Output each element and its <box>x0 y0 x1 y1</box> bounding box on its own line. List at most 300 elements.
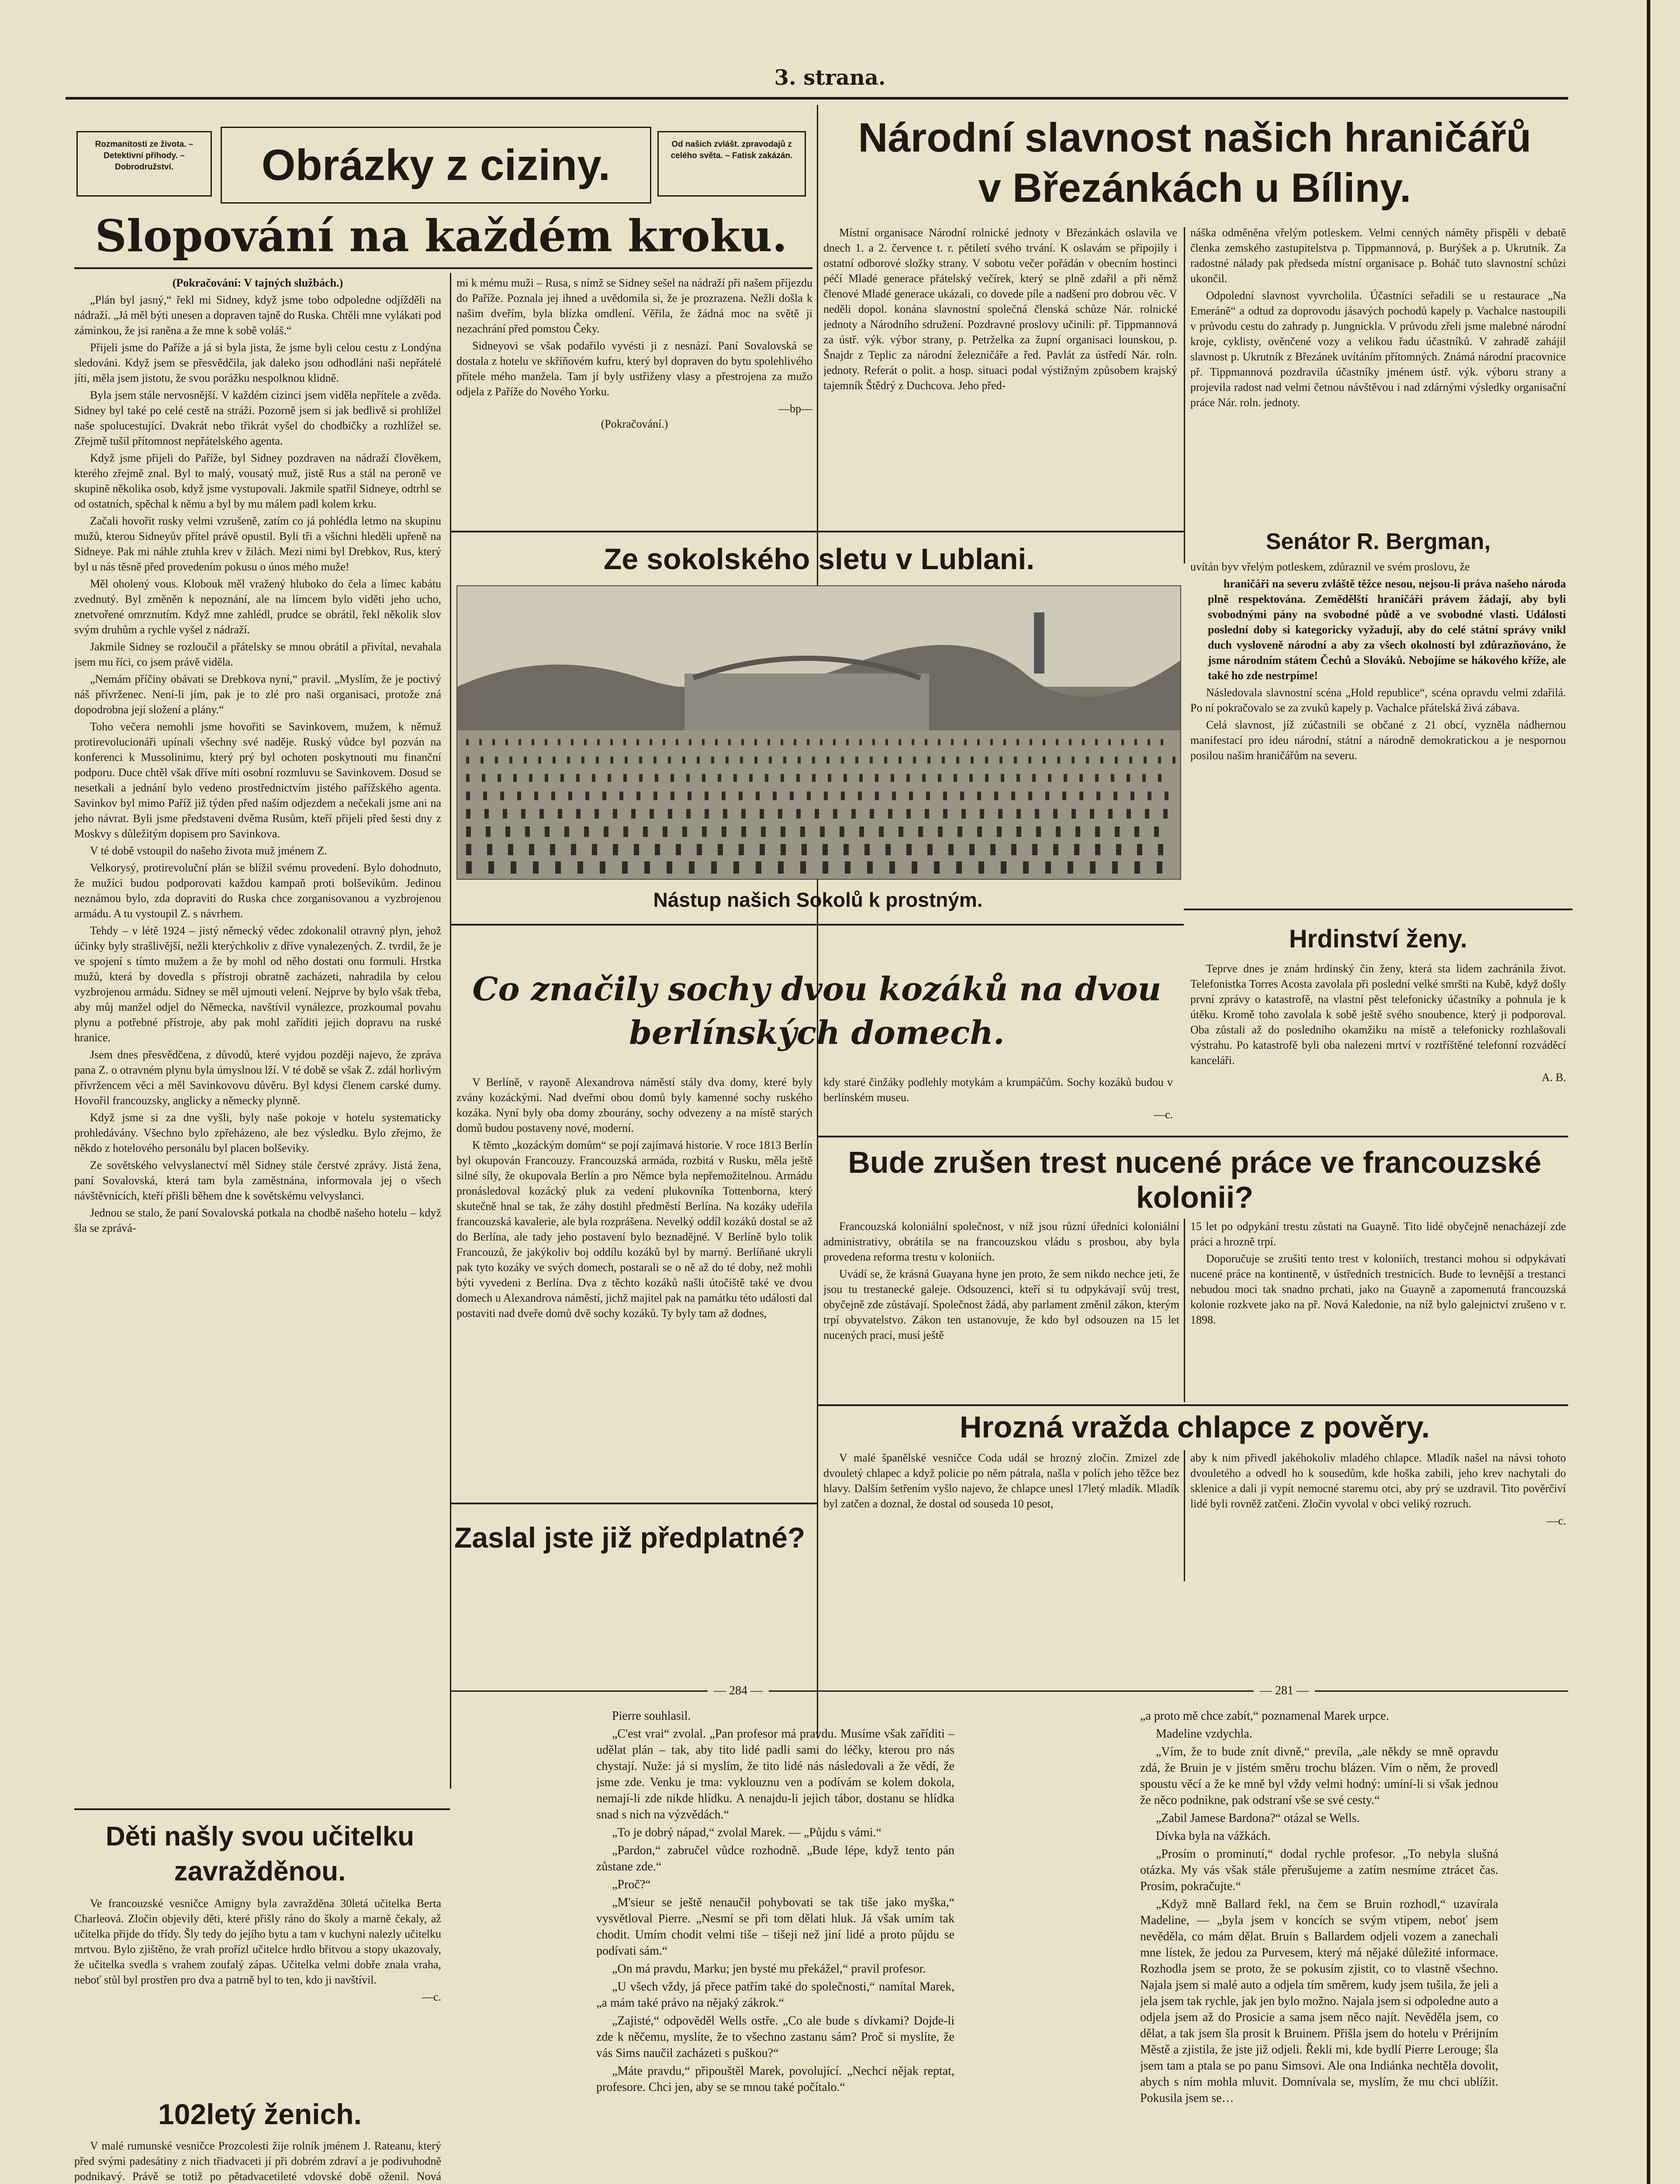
gymnast-figure <box>864 844 870 855</box>
paragraph: Toho večera nemohli jsme hovořiti se Savinkovem, mužem, k němuž protirevolucionáři upínali všechny své naděje. Ruský vůdce byl pozván na konferenci k Mussolinimu, který prý byl ochoten poskytnouti mu finanční podporu. Duce chtěl však dříve míti osobní rozmluvu se Savinkovem. Dosud se nesetkali a jednání bylo vedeno prostřednictvím jistého pařížského agenta. Savinkov byl mimo Paříž již týden před naším odjezdem a nečekali jsme ani na jeho návrat. Byli jsme představeni dvěma Rusům, kteří přijeli před šesti dny z Moskvy s důležitým dopisem pro Savinkova. <box>74 720 441 840</box>
gymnast-figure <box>1142 774 1146 782</box>
narodni-col1 <box>823 225 1177 526</box>
gymnast-figure <box>1028 757 1031 764</box>
gymnast-figure <box>739 844 744 855</box>
gymnast-figure <box>509 757 512 764</box>
gymnast-figure <box>875 774 878 782</box>
gymnast-figure <box>767 739 770 745</box>
gymnast-figure <box>466 739 469 745</box>
vrazda-col1 <box>823 1450 1179 1586</box>
gymnast-figure <box>466 861 472 874</box>
gymnast-figure <box>943 809 947 819</box>
gymnast-figure <box>697 757 700 764</box>
trest-col1 <box>823 1219 1179 1406</box>
gymnast-figure <box>899 826 903 837</box>
gymnast-figure <box>639 774 643 782</box>
gymnast-figure <box>702 826 707 837</box>
gymnast-figure <box>739 791 743 800</box>
paragraph: Dívka byla na vážkách. <box>1156 1829 1271 1843</box>
gymnast-figure <box>466 757 469 764</box>
gymnast-figure <box>636 739 639 745</box>
senator-title: Senátor R. Bergman, <box>1265 529 1491 554</box>
paragraph: Odpolední slavnost vyvrcholila. Účastníci seřadili se u restaurace „Na Emeráně“ a odtud za doprovodu jásavých pochodů kapely p. Vachalce nastoupili v průvodu cestu do zahrady p. Jungnickla. V průvodu zřeli jsme malebné národní kroje, cyklisty, ověnčené vozy a velikou řadu účastníků. V zahradě zahájil slavnost p. Ukrutník z Březánek uvítáním přítomných. Známá národní pracovnice př. Tippmannová pozdravila účastníky jménem ústř. výk. výboru strany a projevila radost nad velmi četnou návštěvou i nad zdárnými výsledky organisační práce Nár. roln. jednoty. <box>1190 289 1566 409</box>
gymnast-figure <box>872 739 875 745</box>
kozaci-rule <box>450 924 1184 926</box>
gymnast-figure <box>636 791 640 800</box>
gymnast-figure <box>622 861 628 874</box>
gymnast-figure <box>985 774 989 782</box>
gymnast-figure <box>912 861 917 874</box>
paragraph: Jakmile Sidney se rozloučil a přátelsky se mnou obrátil a přivítal, nevahala jsem mu říci, co jsem právě viděla. <box>74 640 441 668</box>
gymnast-figure <box>884 757 887 764</box>
gymnast-figure <box>1016 826 1021 837</box>
gymnast-figure <box>555 861 561 874</box>
gymnast-figure <box>1112 861 1118 874</box>
gymnast-figure <box>765 774 768 782</box>
gymnast-figure <box>781 774 784 782</box>
vrazda-sign: —c. <box>1546 1514 1566 1527</box>
page-number: 3. strana. <box>774 66 886 90</box>
hrdinstvi-text <box>1190 961 1566 1131</box>
gymnast-figure <box>925 809 929 819</box>
paragraph: V malé španělské vesničce Coda udál se hrozný zločin. Zmizel zde dvouletý chlapec a když policie po něm pátrala, našla v polích jeho těžce bez hlavy. Dalším šetřením vyšlo najevo, že chlapce unesl 17letý mladík. Mladík byl zatčen a doznal, že dostal od souseda 10 pesot, <box>823 1451 1179 1510</box>
paragraph: „Proč?“ <box>612 1878 651 1891</box>
gymnast-figure <box>584 739 587 745</box>
gymnast-figure <box>906 774 910 782</box>
gymnast-figure <box>960 791 964 800</box>
gymnast-figure <box>925 739 927 745</box>
gymnast-figure <box>756 791 760 800</box>
gymnast-figure <box>533 861 539 874</box>
kozaci-col2 <box>823 1075 1173 1127</box>
gymnast-figure <box>1057 757 1060 764</box>
gymnast-figure <box>938 774 941 782</box>
hrdinstvi-sign: A. B. <box>1542 1071 1566 1084</box>
gymnast-figure <box>807 791 811 800</box>
gymnast-figure <box>843 844 849 855</box>
gymnast-figure <box>1115 826 1120 837</box>
deti-rule <box>74 1808 450 1810</box>
gymnast-figure <box>781 844 786 855</box>
gymnast-figure <box>1095 826 1100 837</box>
novel-left-page: — 284 — <box>708 1684 769 1698</box>
zenich-title: 102letý ženich. <box>158 2098 362 2130</box>
gymnast-figure <box>1035 809 1039 819</box>
gymnast-figure <box>564 826 569 837</box>
gymnast-figure <box>906 809 911 819</box>
gymnast-figure <box>1001 774 1004 782</box>
gymnast-figure <box>761 826 766 837</box>
gymnast-figure <box>1145 809 1149 819</box>
gymnast-figure <box>1079 791 1083 800</box>
gymnast-figure <box>948 844 954 855</box>
gymnast-figure <box>1127 809 1131 819</box>
paragraph: „C'est vrai“ zvolal. „Pan profesor má pravdu. Musíme však zaříditi – udělat plán – tak, aby tito lidé padli sami do léčky, kterou pro nás chystají. Nuže: já si myslím, že tito lidé nás následovali a že vědí, že jsme zde. Venku je tma: vyklouznu ven a podívám se kolem dokola, nemají-li zde nikde hlídku. A nenajdu-li jejich tábor, dostanu se hlídka snad s nich na výzvědách.“ <box>596 1727 954 1821</box>
paragraph: Teprve dnes je znám hrdinský čin ženy, která sta lidem zachránila život. Telefonistka Torres Acosta zavolala při poslední velké smršti na Kubě, když došly první zprávy o katastrofě, na vlastní pěst telefonicky účastníky a pohnula je k útěku. Kromě toho zavolala k sobě ještě svého snoubence, který ji podporoval. Oba zůstali až do posledního okamžiku na místě a telefonicky rozhlašovali výstrahu. Po katastrofě byli oba nalezeni mrtví v roztříštěné telefonní rozváděcí kanceláři. <box>1190 962 1566 1067</box>
paragraph: Následovala slavnostní scéna „Hold republice“, scéna opravdu velmi zdařilá. Po ní pokračovalo se za zvuků kapely p. Vachalce přátelská živá zábava. <box>1190 686 1566 714</box>
gymnast-figure <box>604 826 608 837</box>
gymnast-figure <box>790 791 794 800</box>
gymnast-figure <box>841 757 844 764</box>
gymnast-figure <box>571 739 574 745</box>
gymnast-figure <box>1030 739 1032 745</box>
gymnast-figure <box>906 844 912 855</box>
sokol-rule-top <box>450 531 1184 532</box>
gymnast-figure <box>643 826 648 837</box>
trest-column-rule <box>1184 1219 1185 1402</box>
hrdinstvi-rule <box>1184 909 1573 910</box>
gymnast-figure <box>505 826 510 837</box>
gymnast-figure <box>875 791 879 800</box>
gymnast-figure <box>487 844 492 855</box>
gymnast-figure <box>596 757 599 764</box>
gymnast-figure <box>1115 757 1118 764</box>
gymnast-figure <box>1043 757 1046 764</box>
paragraph: „On má pravdu, Marku; jen bysté mu překážel,“ pravil profesor. <box>612 1962 926 1976</box>
paragraph: 15 let po odpykání trestu zůstati na Guayně. Tito lidé obyčejně nenacházejí zde práci a hrozně trpí. <box>1190 1220 1566 1248</box>
gymnast-figure <box>539 809 544 819</box>
gymnast-figure <box>534 791 538 800</box>
sokol-caption: Nástup našich Sokolů k prostným. <box>653 888 983 911</box>
gymnast-figure <box>1116 844 1121 855</box>
stopovani-sign: —bp— <box>778 402 812 415</box>
gymnast-figure <box>1056 826 1061 837</box>
paragraph: „To je dobrý nápad,“ zvolal Marek. — „Půjdu s vámi.“ <box>612 1826 881 1839</box>
gymnast-figure <box>1158 774 1161 782</box>
gymnast-figure <box>1172 757 1175 764</box>
deti-title-1: Děti našly svou učitelku <box>105 1821 415 1852</box>
gymnast-figure <box>958 826 962 837</box>
gymnast-figure <box>567 757 570 764</box>
gymnast-figure <box>466 844 471 855</box>
paragraph: Jednou se stalo, že paní Sovalovská potkala na chodbě našeho hotelu – když šla se zprává- <box>74 1206 441 1234</box>
gymnast-figure <box>1032 774 1036 782</box>
gymnast-figure <box>927 844 933 855</box>
trest-col2 <box>1190 1219 1566 1406</box>
gymnast-figure <box>521 809 525 819</box>
sokol-photo-scene <box>457 586 1180 879</box>
gymnast-figure <box>668 757 671 764</box>
deti-sign: —c. <box>422 1990 441 2003</box>
stopovani-continuation: (Pokračování: V tajných službách.) <box>172 276 343 289</box>
senator-quote: hraničáři na severu zvláště těžce nesou, nejsou-li práva našeho národa plně respektována. Zemědělští hraničáři právem žádají, aby byli svobodnými pány na svobodné půdě a ve svobodné vlasti. Události poslední doby si kategoricky vyžadují, aby do celé státní správy vnikl duch vysloveně národní a aby za všech okolností byl zdůrazňováno, že jsme národním státem Čechů a Slováků. Nebojíme se hákového kříže, ale také ho zde nestrpíme! <box>1208 577 1566 682</box>
gymnast-figure <box>597 739 600 745</box>
gymnast-figure <box>1053 809 1058 819</box>
gymnast-figure <box>845 861 850 874</box>
gymnast-figure <box>1069 739 1072 745</box>
paragraph: aby k nim přivedl jakéhokoliv mladého chlapce. Mladík našel na návsi tohoto dvouletého a odvedl ho k sousedům, kde hoška zabili, jeho krev nachytali do sklenice a dali ji vypít nemocné staremu otci, aby prý se uzdravil. Tito pověrčiví lidé byli rovněž zatčeni. Zločin vyvolal v obci veliký rozruch. <box>1190 1451 1566 1510</box>
gymnast-figure <box>623 739 626 745</box>
gymnast-figure <box>525 826 530 837</box>
gymnast-figure <box>823 844 828 855</box>
gymnast-figure <box>1003 739 1006 745</box>
paragraph: Pierre souhlasil. <box>612 1709 691 1723</box>
gymnast-figure <box>969 774 973 782</box>
gymnast-figure <box>1075 826 1080 837</box>
gymnast-figure <box>711 861 717 874</box>
gymnast-figure <box>663 739 665 745</box>
gymnast-figure <box>723 809 727 819</box>
gymnast-figure <box>833 739 836 745</box>
gymnast-figure <box>956 861 962 874</box>
gymnast-figure <box>702 739 705 745</box>
gymnast-figure <box>870 757 873 764</box>
paragraph: Když jsme si za dne vyšli, byly naše pokoje v hotelu systematicky prohledávány. Všechno bylo zpřeházeno, ale bez výsledku. Bylo zřejmo, že někdo z hotelového personálu byl placen bolševiky. <box>74 1111 441 1154</box>
paragraph: Ze sovětského velvyslanectví měl Sidney stále čerstvé zprávy. Jistá žena, paní Sovalovská, která tam byla zaměstnána, informovala jej o všech návštěvnících, kteří přišli během dne k sovětskému velvyslanci. <box>74 1159 441 1202</box>
gymnast-figure <box>749 774 753 782</box>
gymnast-figure <box>500 791 504 800</box>
gymnast-figure <box>592 774 595 782</box>
senator-text <box>1190 559 1566 900</box>
paragraph: Tehdy – v létě 1924 – jistý německý vědec zdokonalil otravný plyn, jehož účinky byly strašlivější, nežli kterýchkoliv z dříve vynalezených. Z. tvrdil, že je ve spojení s tímto mužem a že by mohl od něho dostati onu formuli. Hrstka mužů, která by dovedla s přístroji obratně zacházeti, nahradila by celou vyzbrojenou armádu. Sidney se měl ujmouti velení. Nejprve by bylo však třeba, aby můj manžel odjel do Německa, navštívil vynálezce, prozkoumal povahu plynu a potřebné přístroje, aby pak mohl zaříditi jejich dopravu na ruské hranice. <box>74 924 441 1044</box>
paragraph: Byla jsem stále nervosnější. V každém cizinci jsem viděla nepřítele a zvěda. Sidney byl také po celé cestě na stráži. Pozorně jsem si jak bedlivě si prohlížel naše spolucestující. Dvakrát nebo třikrát vyšel do chodbičky a rozhlížel se. Zřejmě tušil přítomnost nepřátelského agenta. <box>74 389 441 447</box>
gymnast-figure <box>718 774 721 782</box>
gymnast-figure <box>867 861 873 874</box>
gymnast-figure <box>796 774 800 782</box>
gymnast-figure <box>1163 809 1168 819</box>
gymnast-figure <box>922 774 926 782</box>
gymnast-figure <box>800 861 806 874</box>
paragraph: Místní organisace Národní rolnické jednoty v Březánkách oslavila ve dnech 1. a 2. července t. r. pětiletí svého trvání. K oslavám se připojily i ostatní odborové složky strany. V sobotu večer pořádán v obecním hostinci péčí Mladé generace přátelský večírek, který se plně zdařil a při němž členové Mladé generace ukázali, co dovede píle a nadšení pro dobrou věc. V neděli dopol. konána slavnostní společná členská schůze Nár. rolnické jednoty a Národního sdružení. Pozdravné proslovy učinili: př. Tippmannová za ústř. výk. výbor strany, p. Petrželka za župní organisaci lounskou, p. Šnajdr z Teplic za národní železničáře a řed. Pavlát za ústředí Nár. roln. jednoty. Referát o polit. a hosp. situaci podal výstižným způsobem krajský tajemník Štědrý z Duchcova. Jeho před- <box>823 226 1177 392</box>
paragraph: Přijeli jsme do Paříže a já si byla jista, že jsme byli celou cestu z Londýna sledováni. Když jsem se přesvědčila, jak daleko jsou odhodláni naši nepřátelé jíti, měla jsem jistotu, že svou porážku nespolknou klidně. <box>74 341 441 384</box>
gymnast-figure <box>1016 809 1021 819</box>
gymnast-figure <box>826 757 830 764</box>
gymnast-figure <box>1130 791 1134 800</box>
zenich-text <box>74 2138 441 2184</box>
paragraph: „Nemám příčiny obávati se Drebkova nyní,“ pravil. „Myslím, že je poctivý náš přívrženec. Není-li jím, pak je to zlé pro naši organisaci, protože zná dopodrobna její složení a plány.“ <box>74 673 441 716</box>
zaslal-text: Zaslal jste již předplatné? <box>454 1521 805 1554</box>
gymnast-figure <box>1036 826 1041 837</box>
gymnast-figure <box>833 809 837 819</box>
gymnast-figure <box>623 826 628 837</box>
gymnast-figure <box>1127 774 1130 782</box>
paragraph: V Berlíně, v rayoně Alexandrova náměstí stály dva domy, které byly zvány kozáckými. Nad dveřmi obou domů byly kamenné sochy ruského kozáka. Nyní byly oba domy zbourány, sochy odvezeny a na místě starých domů budou postaveny nové, moderní. <box>456 1076 812 1134</box>
gymnast-figure <box>977 826 982 837</box>
novel-rule <box>450 1690 1568 1692</box>
gymnast-figure <box>550 844 555 855</box>
gymnast-figure <box>778 809 782 819</box>
novel-right-column <box>1140 1708 1498 2184</box>
deti-title-2: zavražděnou. <box>174 1856 346 1887</box>
gymnast-figure <box>508 844 513 855</box>
gymnast-figure <box>568 791 572 800</box>
gymnast-figure <box>1158 844 1163 855</box>
paragraph: kdy staré činžáky podlehly motykám a krumpáčům. Sochy kozáků budou v berlínském museu. <box>823 1076 1173 1104</box>
gymnast-figure <box>466 809 470 819</box>
gymnast-figure <box>1161 739 1163 745</box>
paragraph: mi k mému muži – Rusa, s nímž se Sidney sešel na nádraží při našem příjezdu do Paříže. Poznala jej ihned a uvědomila si, že je prozrazena. Nežli došla k našim dveřím, byla blízka omdlení. Věřila, že žádná moc na světě ji nezachrání před pomstou Čeky. <box>456 276 812 335</box>
gymnast-figure <box>1158 757 1161 764</box>
gymnast-figure <box>653 791 657 800</box>
gymnast-figure <box>492 739 495 745</box>
gymnast-figure <box>815 809 819 819</box>
page-edge-right <box>1647 0 1650 2184</box>
gymnast-figure <box>1011 791 1015 800</box>
gymnast-figure <box>885 739 888 745</box>
gymnast-figure <box>760 844 765 855</box>
gymnast-figure <box>610 739 613 745</box>
gymnast-figure <box>1096 791 1100 800</box>
gymnast-figure <box>479 739 482 745</box>
gymnast-figure <box>1129 757 1132 764</box>
gymnast-figure <box>990 739 993 745</box>
gymnast-figure <box>488 861 494 874</box>
rubric-right-box: Od našich zvlášt. zpravodajů z celého světa. – Fatisk zakázán. <box>657 131 806 197</box>
deti-text <box>74 1896 441 2079</box>
gymnast-figure <box>517 791 521 800</box>
gymnast-figure <box>1134 861 1140 874</box>
gymnast-figure <box>820 826 825 837</box>
gymnast-figure <box>538 757 541 764</box>
gymnast-figure <box>1144 757 1147 764</box>
gymnast-figure <box>858 791 862 800</box>
gymnast-figure <box>682 826 687 837</box>
gymnast-figure <box>513 774 517 782</box>
kozaci-title-1: Co značily sochy dvou kozáků na dvou <box>472 971 1161 1008</box>
gymnast-figure <box>524 757 527 764</box>
gymnast-figure <box>1028 791 1032 800</box>
gymnast-figure <box>781 739 783 745</box>
gymnast-figure <box>956 757 959 764</box>
gymnast-figure <box>676 739 678 745</box>
gymnast-figure <box>486 826 491 837</box>
gymnast-figure <box>558 809 562 819</box>
gymnast-figure <box>1090 861 1096 874</box>
paragraph: Uvádí se, že krásná Guayana hyne jen proto, že sem nikdo nechce jeti, že jsou tu trestanecké galeje. Odsouzenci, kteří si tu odpykávají svůj trest, obyčejně zde zůstávají. Společnost žádá, aby parlament změnil zákon, kterým trpí obyvatelstvo. Zákon ten ustanovuje, že kdo byl odsouzen na 15 let nucených prací, musí ještě <box>823 1268 1179 1341</box>
gymnast-figure <box>1134 826 1139 837</box>
gymnast-figure <box>702 774 705 782</box>
stopovani-col1 <box>74 275 441 1773</box>
gymnast-figure <box>1016 739 1019 745</box>
gymnast-figure <box>480 757 484 764</box>
gymnast-figure <box>623 774 627 782</box>
gymnast-figure <box>1079 774 1083 782</box>
paragraph: Celá slavnost, jíž zúčastnili se občané z 21 obcí, vyzněla nádhernou manifestací pro ideu národní, státní a národně demokratickou a je nespornou posilou našim hraničářům na severu. <box>1190 719 1566 762</box>
gymnast-figure <box>885 844 891 855</box>
gymnast-figure <box>610 757 613 764</box>
gymnast-figure <box>1108 739 1111 745</box>
paragraph: V malé rumunské vesničce Prozcolesti žije rolník jménem J. Rateanu, který před svými padesátiny z nich třiadvaceti jí při dobrém zdraví a je podivuhodně podnikavý. Právě se totiž po pětadvacetileté vdovské době oženil. Nová <box>74 2139 441 2183</box>
paragraph: náška odměněna vřelým potleskem. Velmi cenných náměty přispěli v debatě členka zemského zastupitelstva p. Tippmannová, p. Burýšek a p. Ukrutník. Za radostné nálady pak předseda místní organisace p. Boháč tuto slavnostní schůzi ukončil. <box>1190 226 1566 285</box>
gymnast-figure <box>1090 809 1094 819</box>
gymnast-figure <box>619 791 623 800</box>
gymnast-figure <box>689 861 695 874</box>
narodni-title-1: Národní slavnost našich hraničářů <box>858 114 1531 160</box>
gymnast-figure <box>773 791 777 800</box>
paragraph: Doporučuje se zrušiti tento trest v koloniích, trestanci mohou si odpykávati nucené práce na kontinentě, v ústředních trestnicích. Bude to levnější a trestanci nebudou moci tak snadno prchati, jako na Guayně a zapomenutá francouzská kolonie rozkvete jako na př. Nová Kaledonie, na níž bylo galejnictví zrušeno v r. 1898. <box>1190 1252 1566 1326</box>
gymnast-figure <box>781 826 785 837</box>
gymnast-figure <box>840 826 844 837</box>
gymnast-figure <box>498 774 501 782</box>
gymnast-figure <box>943 791 947 800</box>
gymnast-figure <box>625 757 628 764</box>
gymnast-figure <box>505 739 508 745</box>
gymnast-figure <box>1068 861 1073 874</box>
gymnast-figure <box>1095 844 1100 855</box>
gymnast-figure <box>663 826 667 837</box>
gymnast-figure <box>859 826 864 837</box>
gymnast-figure <box>466 791 470 800</box>
column-rule-2 <box>817 105 818 1738</box>
gymnast-figure <box>484 809 489 819</box>
gymnast-figure <box>802 844 807 855</box>
paragraph: Ve francouzské vesničce Amigny byla zavražděna 30letá učitelka Berta Charleová. Zločin objevily děti, které přišly ráno do školy a marně čekaly, až učitelka přijde do třídy. Šly tedy do jejího bytu a tam v kuchyni nalezly učitelku mrtvou. Bylo zjištěno, že vrah prořízl učitelce hrdlo břitvou a stopy ukazovaly, že učitelka svedla s vrahem zoufalý zápas. Učitelka velmi dobře znala vraha, neboť stůl byl prostřen pro dva a patrně byl to ten, kdo ji navštívil. <box>74 1897 441 1986</box>
gymnast-figure <box>1100 757 1103 764</box>
gymnast-figure <box>576 809 581 819</box>
gymnast-figure <box>545 826 550 837</box>
paragraph: „Prosím o prominutí,“ dodal rychle profesor. „To nebyla slušná otázka. My vás však stále přerušujeme a zatím nesmíme ztrácet čas. Prosím, pokračujte.“ <box>1140 1847 1498 1893</box>
gymnast-figure <box>560 774 564 782</box>
gymnast-figure <box>571 844 576 855</box>
gymnast-figure <box>655 844 660 855</box>
stopovani-rule <box>74 267 812 269</box>
gymnast-figure <box>998 809 1002 819</box>
paragraph: „a proto mě chce zabít,“ poznamenal Marek urpce. <box>1140 1709 1389 1723</box>
paragraph: uvítán byv vřelým potleskem, zdůraznil ve svém proslovu, že <box>1190 560 1470 573</box>
gymnast-figure <box>951 739 954 745</box>
stopovani-col2 <box>456 275 812 524</box>
gymnast-figure <box>529 844 534 855</box>
gymnast-figure <box>631 809 636 819</box>
gymnast-figure <box>1154 826 1159 837</box>
gymnast-figure <box>954 774 957 782</box>
gymnast-figure <box>934 861 940 874</box>
paragraph: „Pardon,“ zabručel vůdce rozhodně. „Bude lépe, když tento pán zůstane zde.“ <box>596 1844 954 1873</box>
gymnast-figure <box>639 757 642 764</box>
gymnast-figure <box>990 844 996 855</box>
gymnast-figure <box>576 774 580 782</box>
gymnast-figure <box>592 844 597 855</box>
gymnast-figure <box>602 791 606 800</box>
gymnast-figure <box>997 826 1002 837</box>
gymnast-figure <box>466 826 471 837</box>
gymnast-figure <box>942 757 945 764</box>
gymnast-figure <box>686 774 690 782</box>
gymnast-figure <box>584 826 589 837</box>
paragraph: „Zajisté,“ odpověděl Wells ostře. „Co ale bude s dívkami? Dojde-li zde k něčemu, myslíte, že to všechno zastanu sám? Proč si myslíte, že vás Sims naučil zacházeti s puškou?“ <box>596 2014 954 2060</box>
gymnast-figure <box>718 844 723 855</box>
vrazda-rule <box>817 1404 1568 1406</box>
gymnast-figure <box>1062 791 1066 800</box>
gymnast-figure <box>634 844 639 855</box>
gymnast-figure <box>899 757 902 764</box>
gymnast-figure <box>545 774 548 782</box>
gymnast-figure <box>1095 774 1099 782</box>
gymnast-figure <box>613 844 618 855</box>
rubric-title: Obrázky z ciziny. <box>221 127 651 204</box>
gymnast-figure <box>613 809 617 819</box>
gymnast-figure <box>859 774 863 782</box>
gymnast-figure <box>733 774 737 782</box>
gymnast-figure <box>798 757 801 764</box>
gymnast-figure <box>608 774 611 782</box>
gymnast-figure <box>1165 791 1168 800</box>
gymnast-figure <box>938 739 940 745</box>
paragraph: V té době vstoupil do našeho života muž jménem Z. <box>90 844 327 857</box>
paragraph: Madeline vzdychla. <box>1156 1727 1252 1741</box>
gymnast-figure <box>892 791 896 800</box>
kozaci-title-2: berlínských domech. <box>629 1014 1005 1052</box>
gymnast-figure <box>650 739 652 745</box>
gymnast-figure <box>1086 757 1089 764</box>
gymnast-figure <box>824 791 828 800</box>
gymnast-figure <box>812 774 816 782</box>
gymnast-figure <box>1137 844 1142 855</box>
gymnast-figure <box>689 739 691 745</box>
gymnast-figure <box>711 757 714 764</box>
gymnast-figure <box>754 757 757 764</box>
hrdinstvi-title: Hrdinství ženy. <box>1289 925 1468 953</box>
